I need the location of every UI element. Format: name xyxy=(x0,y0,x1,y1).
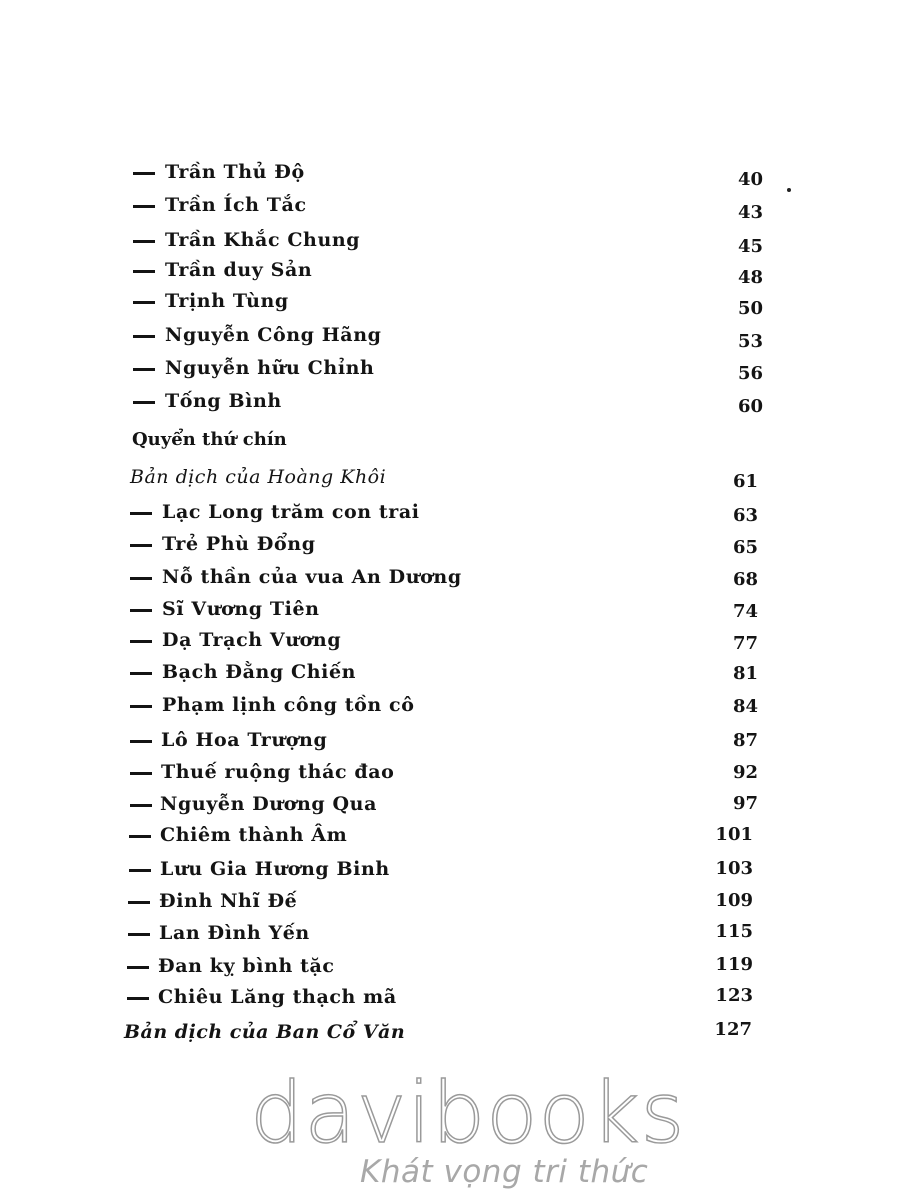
toc-entry-page: 65 xyxy=(732,537,758,558)
toc-entry-page: 101 xyxy=(715,824,753,845)
toc-entry-title: Chiêu Lăng thạch mã xyxy=(158,986,397,1008)
toc-entry-title: Tống Bình xyxy=(165,390,282,412)
toc-entry-page: 123 xyxy=(715,985,753,1006)
toc-entry-page: 53 xyxy=(737,331,763,352)
toc-entry-title: Trần Ích Tắc xyxy=(165,194,307,216)
toc-entry-page: 48 xyxy=(737,267,763,288)
toc-entry-page: 119 xyxy=(715,954,753,975)
toc-entry-page: 109 xyxy=(715,890,753,911)
dash-leader xyxy=(130,512,152,515)
dash-leader xyxy=(127,966,149,969)
toc-entry-page: 50 xyxy=(737,298,763,319)
translation-heading-ban-co-van: Bản dịch của Ban Cổ Văn xyxy=(124,1021,406,1043)
dash-leader xyxy=(133,368,155,371)
dash-leader xyxy=(128,933,150,936)
toc-entry-page: 40 xyxy=(737,169,763,190)
translation-heading-ban-co-van-page: 127 xyxy=(714,1019,752,1040)
toc-entry-title: Lô Hoa Trượng xyxy=(161,729,328,751)
toc-entry-page: 60 xyxy=(737,396,763,417)
dash-leader xyxy=(130,740,152,743)
dash-leader xyxy=(130,804,152,807)
toc-entry-page: 87 xyxy=(732,730,758,751)
toc-entry-page: 81 xyxy=(732,663,758,684)
toc-entry-title: Nguyễn Dương Qua xyxy=(160,793,377,815)
dash-leader xyxy=(130,672,152,675)
toc-entry-page: 77 xyxy=(732,633,758,654)
watermark-tagline: Khát vọng tri thức xyxy=(360,1154,649,1190)
toc-entry-page: 115 xyxy=(715,921,753,942)
toc-entry-title: Dạ Trạch Vương xyxy=(162,629,342,651)
watermark-brand: davibooks xyxy=(250,1064,686,1162)
translation-heading-hoang-khoi-page: 61 xyxy=(732,471,758,492)
dash-leader xyxy=(133,172,155,175)
dash-leader xyxy=(133,401,155,404)
toc-entry-page: 63 xyxy=(732,505,758,526)
toc-entry-title: Đinh Nhĩ Đế xyxy=(159,890,298,912)
toc-entry-page: 92 xyxy=(732,762,758,783)
toc-entry-title: Lưu Gia Hương Binh xyxy=(160,858,390,880)
toc-entry-title: Phạm lịnh công tồn cô xyxy=(162,694,415,716)
dash-leader xyxy=(129,869,151,872)
toc-entry-title: Chiêm thành Âm xyxy=(160,824,348,846)
translation-heading-hoang-khoi: Bản dịch của Hoàng Khôi xyxy=(130,466,387,488)
dash-leader xyxy=(133,335,155,338)
dash-leader xyxy=(133,301,155,304)
dash-leader xyxy=(129,835,151,838)
toc-entry-title: Thuế ruộng thác đao xyxy=(161,761,395,783)
toc-entry-page: 84 xyxy=(732,696,758,717)
toc-entry-title: Trần Khắc Chung xyxy=(165,229,361,251)
toc-entry-title: Lan Đình Yến xyxy=(159,922,310,944)
dash-leader xyxy=(133,240,155,243)
toc-entry-page: 56 xyxy=(737,363,763,384)
toc-entry-page: 74 xyxy=(732,601,758,622)
section-heading: Quyển thứ chín xyxy=(132,429,287,450)
toc-entry-title: Trần Thủ Độ xyxy=(165,161,305,183)
toc-entry-page: 43 xyxy=(737,202,763,223)
toc-entry-title: Nguyễn Công Hãng xyxy=(165,324,382,346)
toc-entry-title: Nguyễn hữu Chỉnh xyxy=(165,357,375,379)
toc-entry-title: Đan kỵ bình tặc xyxy=(158,955,335,977)
toc-entry-page: 45 xyxy=(737,236,763,257)
toc-entry-page: 97 xyxy=(732,793,758,814)
toc-entry-page: 103 xyxy=(715,858,753,879)
toc-entry-title: Trịnh Tùng xyxy=(165,290,289,312)
dash-leader xyxy=(128,901,150,904)
dash-leader xyxy=(130,640,152,643)
dash-leader xyxy=(130,705,152,708)
toc-entry-page: 68 xyxy=(732,569,758,590)
dash-leader xyxy=(130,544,152,547)
print-speck xyxy=(787,188,791,192)
toc-entry-title: Lạc Long trăm con trai xyxy=(162,501,420,523)
dash-leader xyxy=(133,205,155,208)
dash-leader xyxy=(130,772,152,775)
toc-entry-title: Trần duy Sản xyxy=(165,259,313,281)
dash-leader xyxy=(133,270,155,273)
dash-leader xyxy=(130,609,152,612)
toc-entry-title: Trẻ Phù Đổng xyxy=(162,533,316,555)
dash-leader xyxy=(127,997,149,1000)
dash-leader xyxy=(130,577,152,580)
toc-entry-title: Sĩ Vương Tiên xyxy=(162,598,320,620)
toc-entry-title: Bạch Đằng Chiến xyxy=(162,661,357,683)
toc-entry-title: Nỗ thần của vua An Dương xyxy=(162,566,462,588)
